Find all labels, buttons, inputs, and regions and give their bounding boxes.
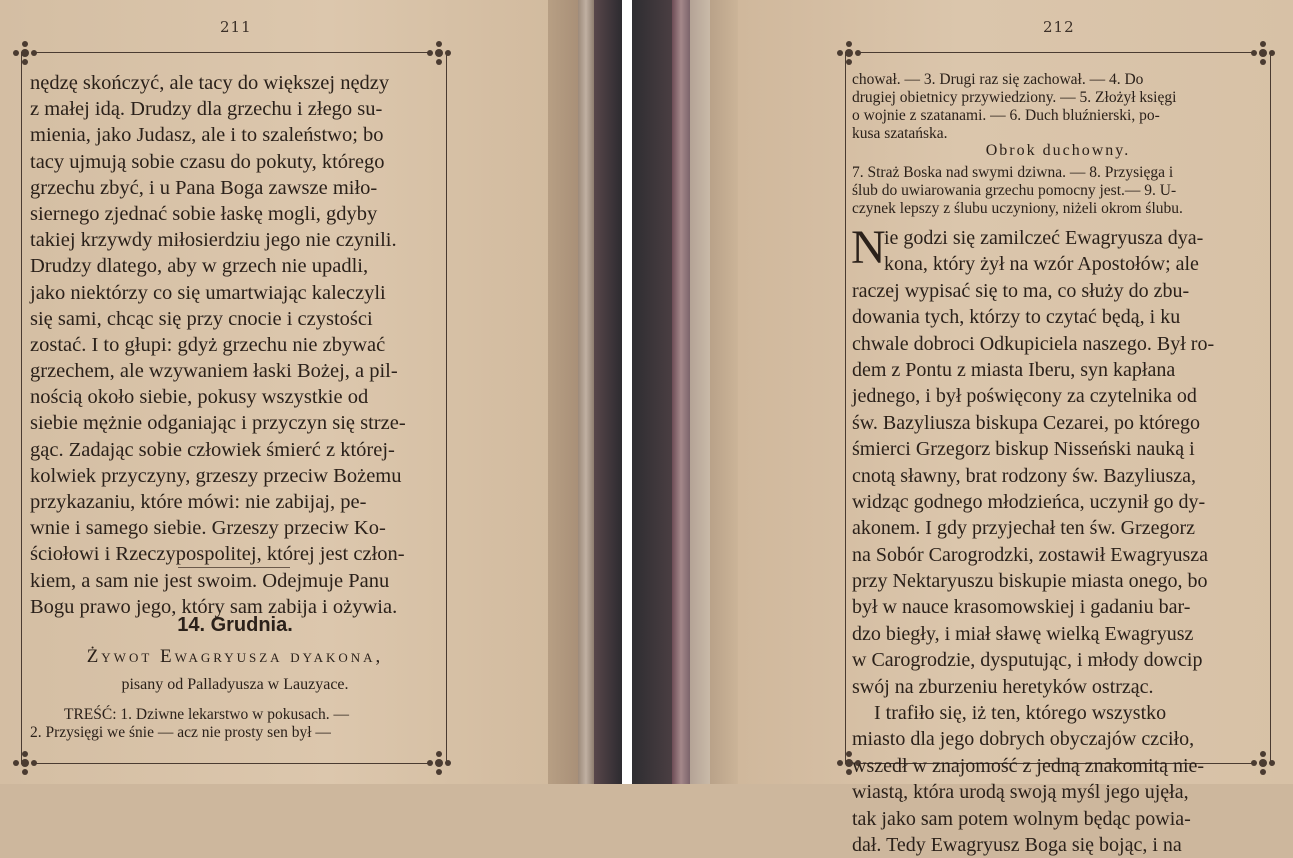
text-line: Drudzy dlatego, aby w grzech nie upadli,	[30, 255, 369, 278]
text-line: grzechu zbyć, i u Pana Boga zawsze miło-	[30, 176, 378, 199]
text-line: widząc godnego młodzieńca, uczynił go dy-	[852, 490, 1206, 513]
section-summary	[852, 164, 1264, 218]
corner-ornament-icon	[836, 40, 862, 66]
text-line: akonem. I gdy przyjechał ten św. Grzegorz	[852, 517, 1196, 540]
text-line: siebie mężnie odganiając i przyczyn się strze-	[30, 412, 406, 435]
text-line: ie godzi się zamilczeć Ewagryusza dya-	[884, 227, 1204, 249]
text-line: dzo biegły, i miał sławę wielką Ewagryusz	[852, 622, 1194, 645]
text-line: dowania tych, którzy to czytać będą, i ku	[852, 306, 1181, 329]
body-text	[30, 70, 440, 620]
text-line: mienia, jako Judasz, ale i to szaleństwo; bo	[30, 124, 384, 147]
summary	[30, 706, 440, 742]
text-line: jako niektórzy co się umartwiając kaleczyli	[30, 281, 386, 304]
text-line: w Carogrodzie, dysputując, i młody dowcip	[852, 649, 1203, 672]
page-number: 212	[1043, 18, 1075, 36]
drop-cap: N	[851, 221, 886, 274]
right-page	[738, 0, 1293, 856]
text-line: dem z Pontu z miasta Iberu, syn kapłana	[852, 358, 1176, 381]
text-line: zostać. I to głupi: gdyż grzechu nie zbywać	[30, 333, 386, 356]
text-line: wszedł w znajomość z jedną znakomitą nie-	[852, 754, 1205, 777]
summary-line: 2. Przysięgi we śnie — acz nie prosty sen był —	[30, 724, 331, 741]
text-line: na Sobór Carogrodzki, zostawił Ewagryusza	[852, 543, 1209, 566]
text-line: dał. Tedy Ewagryusz Boga się bojąc, i na	[852, 833, 1182, 856]
summary-line: o wojnie z szatanami. — 6. Duch bluźnierski, po-	[852, 107, 1160, 124]
body-text	[851, 221, 1264, 858]
text-line: kiem, a sam nie jest swoim. Odejmuje Panu	[30, 569, 390, 592]
text-line: ściołowi i Rzeczypospolitej, której jest człon-	[30, 543, 405, 566]
text-line: I trafiło się, iż ten, którego wszystko	[874, 702, 1167, 725]
left-page	[0, 0, 548, 784]
text-line: wnie i samego siebie. Grzeszy przeciw Ko-	[30, 517, 386, 540]
text-line: siernego zjednać sobie łaskę mogli, gdyby	[30, 202, 378, 225]
summary-line: chował. — 3. Drugi raz się zachował. — 4. Do	[852, 71, 1144, 88]
summary-line: drugiej obietnicy przywiedziony. — 5. Złożył księgi	[852, 89, 1177, 106]
text-line: był w nauce krasomowskiej i gadaniu bar-	[852, 596, 1191, 619]
text-line: swój na zburzeniu heretyków ostrząc.	[852, 675, 1154, 698]
text-line: wiastą, która urodą swoją myśl jego ujęła,	[852, 781, 1189, 804]
text-line: raczej wypisać się to ma, co służy do zbu-	[852, 279, 1190, 302]
text-line: miasto dla jego dobrych obyczajów czciło,	[852, 728, 1195, 751]
text-line: grzechem, ale wzywaniem łaski Bożej, a pil-	[30, 360, 398, 383]
chapter-subtitle: pisany od Palladyusza w Lauzyace.	[121, 676, 349, 693]
section-heading: Obrok duchowny.	[985, 142, 1131, 159]
text-line: kolwiek przyczyny, grzeszy przeciw Bożemu	[30, 464, 402, 487]
book-gutter	[548, 0, 738, 784]
text-line: się sami, chcąc się przy cnocie i czystości	[30, 307, 373, 330]
text-line: gąc. Zadając sobie człowiek śmierć z której-	[30, 438, 395, 461]
text-line: kona, który żył na wzór Apostołów; ale	[884, 253, 1199, 276]
text-line: tak jako sam potem wolnym będąc powia-	[852, 807, 1191, 830]
summary-line: TREŚĆ: 1. Dziwne lekarstwo w pokusach. —	[64, 706, 349, 723]
bottom-rule	[36, 763, 432, 764]
corner-ornament-icon	[12, 750, 38, 776]
corner-ornament-icon	[426, 750, 452, 776]
text-line: chwale dobroci Odkupiciela naszego. Był ro-	[852, 332, 1215, 355]
text-line: Bogu prawo jego, który sam zabija i ożywia.	[30, 595, 398, 618]
summary	[852, 71, 1264, 143]
corner-ornament-icon	[426, 40, 452, 66]
text-line: śmierci Grzegorz biskup Nisseński nauką i	[852, 438, 1195, 461]
top-rule	[36, 52, 432, 53]
text-line: takiej krzywdy miłosierdziu jego nie czynili.	[30, 229, 397, 252]
section-divider	[178, 567, 290, 568]
corner-ornament-icon	[1250, 40, 1276, 66]
page-number: 211	[220, 18, 252, 36]
text-line: nością około siebie, pokusy wszystkie od	[30, 386, 369, 409]
top-rule	[860, 52, 1256, 53]
summary-line: kusa szatańska.	[852, 125, 948, 142]
summary-line: ślub do uwiarowania grzechu pomocny jest.— 9. U-	[852, 182, 1177, 199]
text-line: przykazaniu, które mówi: nie zabijaj, pe-	[30, 491, 367, 513]
chapter-title: Żywot Ewagryusza dyakona,	[86, 646, 384, 667]
date-heading: 14. Grudnia.	[177, 614, 293, 636]
text-line: nędzę skończyć, ale tacy do większej nędzy	[30, 72, 390, 94]
text-line: cnotą sławny, brat rodzony św. Bazyliusza,	[852, 464, 1196, 487]
corner-ornament-icon	[12, 40, 38, 66]
text-line: jednego, i był poświęcony za czytelnika od	[852, 385, 1197, 408]
text-line: przy Nektaryuszu biskupie miasta onego, bo	[852, 570, 1208, 593]
text-line: tacy ujmują sobie czasu do pokuty, którego	[30, 150, 385, 173]
summary-line: 7. Straż Boska nad swymi dziwna. — 8. Przysięga i	[852, 164, 1174, 181]
text-line: św. Bazyliusza biskupa Cezarei, po którego	[852, 411, 1201, 434]
text-line: z małej idą. Drudzy dla grzechu i złego su-	[30, 98, 383, 121]
summary-line: czynek lepszy z ślubu uczyniony, niżeli okrom ślubu.	[852, 200, 1183, 217]
